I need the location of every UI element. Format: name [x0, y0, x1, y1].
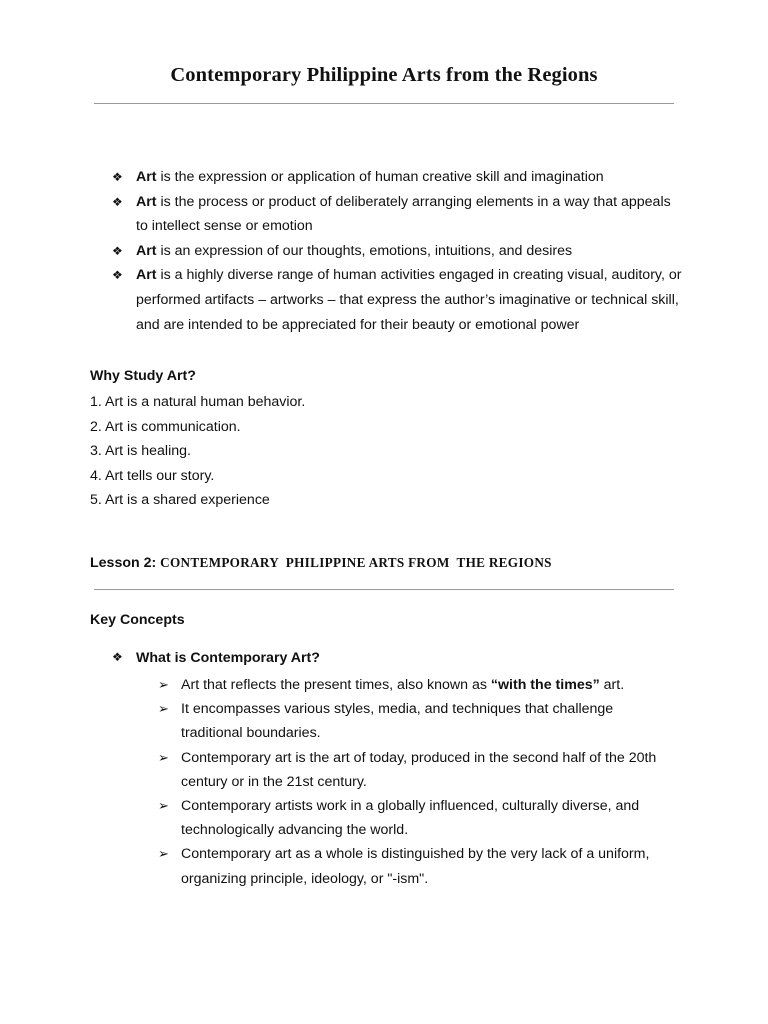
definition-term: Art: [136, 193, 157, 210]
list-item: 5. Art is a shared experience: [90, 492, 270, 509]
point-text-end: art.: [599, 677, 625, 693]
definition-text: is a highly diverse range of human activities engaged in creating visual, auditory, or performed artifacts – artworks – that express the author’s imaginative or technical skill, and are intended to be appreciated for their beauty or emotional power: [136, 267, 682, 333]
definition-item: [112, 190, 682, 239]
question-heading: [112, 650, 706, 666]
point-text: Contemporary artists work in a globally influenced, culturally diverse, and technologically advancing the world.: [181, 798, 640, 839]
diamond-bullet-icon: ❖: [112, 170, 123, 184]
title-divider: [94, 103, 674, 104]
diamond-bullet-icon: ❖: [112, 650, 123, 664]
why-study-art-list: [90, 390, 305, 513]
diamond-bullet-icon: ❖: [112, 194, 123, 209]
point-text: Art that reflects the present times, also known as: [181, 677, 491, 693]
arrow-bullet-icon: ➢: [158, 677, 169, 692]
lesson-heading: [90, 555, 552, 571]
definition-item: [112, 239, 682, 264]
definition-item: [112, 263, 682, 337]
list-item: [158, 746, 678, 794]
arrow-bullet-icon: ➢: [158, 846, 169, 862]
art-definitions-list: [112, 165, 682, 337]
diamond-bullet-icon: ❖: [112, 268, 123, 283]
document-title: Contemporary Philippine Arts from the Regions: [170, 64, 598, 86]
definition-text: is the expression or application of human creative skill and imagination: [156, 169, 604, 185]
definition-term: Art: [136, 242, 157, 259]
definition-term: Art: [136, 169, 157, 185]
list-item: [158, 697, 678, 745]
point-text: Contemporary art is the art of today, produced in the second half of the 20th century or in the 21st century.: [181, 749, 657, 790]
point-text: It encompasses various styles, media, and techniques that challenge traditional boundaries.: [181, 701, 614, 742]
question-text: What is Contemporary Art?: [136, 650, 320, 666]
definition-term: Art: [136, 267, 157, 284]
diamond-bullet-icon: ❖: [112, 243, 123, 258]
point-emphasis: “with the times”: [490, 677, 600, 693]
list-item: 3. Art is healing.: [90, 443, 191, 460]
arrow-bullet-icon: ➢: [158, 798, 169, 814]
definition-text: is an expression of our thoughts, emotions, intuitions, and desires: [156, 242, 573, 259]
list-item: [158, 794, 678, 842]
list-item: 4. Art tells our story.: [90, 467, 215, 484]
lesson-label: Lesson 2:: [90, 555, 161, 571]
why-study-art-heading: Why Study Art?: [90, 368, 196, 384]
arrow-bullet-icon: ➢: [158, 749, 169, 765]
list-item: 1. Art is a natural human behavior.: [90, 394, 306, 410]
key-concepts-list: [158, 673, 678, 891]
lesson-title: CONTEMPORARY PHILIPPINE ARTS FROM THE REGIONS: [160, 555, 552, 570]
key-concepts-heading: Key Concepts: [90, 612, 185, 628]
list-item: 2. Art is communication.: [90, 418, 241, 435]
lesson-divider: [94, 589, 674, 590]
point-text: Contemporary art as a whole is distinguished by the very lack of a uniform, organizing principle, ideology, or "-ism".: [181, 846, 650, 887]
definition-item: [112, 165, 682, 190]
definition-text: is the process or product of deliberately arranging elements in a way that appeals to intellect sense or emotion: [136, 193, 671, 235]
list-item: [158, 842, 678, 890]
list-item: [158, 673, 678, 697]
arrow-bullet-icon: ➢: [158, 701, 169, 717]
